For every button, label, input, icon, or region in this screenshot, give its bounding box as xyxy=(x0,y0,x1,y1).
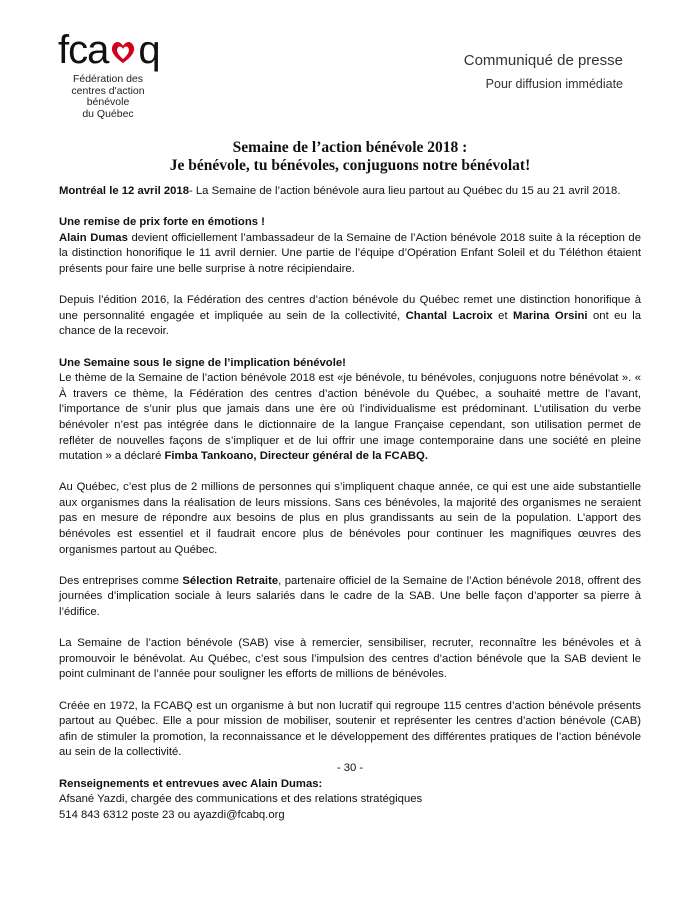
partner-name: Sélection Retraite xyxy=(182,574,279,587)
award-text-and: et xyxy=(492,309,514,322)
director-name: Fimba Tankoano, Directeur général de la FCABQ. xyxy=(164,450,428,463)
award-text-2a: Depuis l’édition 2016, la Fédération des centres d’action bénévole du Québec remet une distinction honorifique à une personnalité engagée et impliquée au sein de la collectivité, xyxy=(59,294,641,322)
intro-text: - La Semaine de l’action bénévole aura lieu partout au Québec du 15 au 21 avril 2018. xyxy=(189,185,621,197)
logo-subtitle-line: centres d'action bénévole xyxy=(71,84,145,108)
contact-phone-email: 514 843 6312 poste 23 ou ayazdi@fcabq.org xyxy=(59,808,285,821)
award-paragraph-1 xyxy=(59,231,641,278)
contact-heading: Renseignements et entrevues avec Alain Dumas: xyxy=(59,777,323,790)
ambassador-name: Alain Dumas xyxy=(59,231,128,244)
theme-text: Le thème de la Semaine de l’action bénévole 2018 est «je bénévole, tu bénévoles, conjuguons notre bénévolat ». « À travers ce thème, la Fédération des centres d’action bénévole du Québec, a souhaité mettre de l’avant, l’importance de s’unir plus que jamais dans une ère où l’individualisme est prédominant. L’utilisation du verbe bénévoler n’est pas intégrée dans le dictionnaire de la langue Française cependant, son utilisation permet de refléter de nouvelles façons de s’impliquer et de lui offrir une image contemporaine dans une société en pleine mutation » a déclaré xyxy=(59,372,641,463)
release-body xyxy=(59,184,641,823)
logo-subtitle-line: Fédération des xyxy=(72,73,144,85)
sab-paragraph: La Semaine de l’action bénévole (SAB) vise à remercier, sensibiliser, recruter, reconnaître les bénévoles et à promouvoir le bénévolat. Au Québec, c’est sous l’impulsion des centres d’action bénévole que la SAB devient le point culminant de l’année pour souligner les efforts de millions de bénévoles. xyxy=(59,637,641,681)
logo-subtitle xyxy=(58,74,158,120)
theme-paragraph xyxy=(59,371,641,465)
headline-line-1: Semaine de l’action bénévole 2018 : xyxy=(232,139,468,156)
partners-paragraph xyxy=(59,574,641,621)
partners-text-b: , partenaire officiel de la Semaine de l’Action bénévole 2018, offrent des journées d’implication sociale à leurs salariés dans le cadre de la SAB. Une belle façon d’apporter sa pierre à l’édifice. xyxy=(59,574,641,619)
section-heading-theme: Une Semaine sous le signe de l’implication bénévole! xyxy=(59,356,346,369)
logo-word-left: fca xyxy=(58,28,109,72)
logo-subtitle-line: du Québec xyxy=(82,107,134,120)
section-heading-award: Une remise de prix forte en émotions ! xyxy=(59,216,265,229)
header-title: Communiqué de presse xyxy=(463,52,623,69)
honoree-name-2: Marina Orsini xyxy=(513,309,588,322)
about-paragraph: Créée en 1972, la FCABQ est un organisme à but non lucratif qui regroupe 115 centres d’action bénévole présents partout au Québec. Elle a pour mission de mobiliser, soutenir et représenter les centres d’action bénévole (CAB) afin de stimuler la promotion, la reconnaissance et le développement des différentes pratiques de l’action bénévole au sein de la collectivité. xyxy=(59,699,641,759)
header-subtitle: Pour diffusion immédiate xyxy=(485,77,623,91)
dateline: Montréal le 12 avril 2018 xyxy=(59,185,189,197)
end-mark: - 30 - xyxy=(336,761,364,774)
headline xyxy=(40,139,660,175)
contact-name: Afsané Yazdi, chargée des communications et des relations stratégiques xyxy=(59,793,423,806)
partners-text-a: Des entreprises comme xyxy=(59,574,183,587)
award-text-1: devient officiellement l’ambassadeur de la Semaine de l’Action bénévole 2018 suite à la réception de la distinction honorifique le 11 avril dernier. Une partie de l’équipe d’Opération Enfant Soleil et du Téléthon étaient présents pour faire une belle surprise à notre récipiendaire. xyxy=(59,231,641,275)
headline-line-2: Je bénévole, tu bénévoles, conjuguons notre bénévolat! xyxy=(169,157,531,174)
header-right xyxy=(464,52,623,92)
heart-icon xyxy=(109,38,137,66)
logo-word-right: q xyxy=(138,28,160,72)
logo-wordmark xyxy=(58,30,178,70)
award-text-2b: ont eu la chance de la recevoir. xyxy=(59,309,641,338)
honoree-name-1: Chantal Lacroix xyxy=(405,309,493,322)
fcabq-logo xyxy=(58,30,178,120)
award-paragraph-2 xyxy=(59,293,641,340)
volunteers-paragraph: Au Québec, c’est plus de 2 millions de personnes qui s’impliquent chaque année, ce qui est une aide substantielle aux organismes dans la réalisation de leurs missions. Sans ces bénévoles, la majorité des organismes ne seraient pas en mesure de répondre aux besoins de plus en plus grandissants au sein de la population. L’apport des bénévoles est essentiel et il faudrait encore plus de bénévoles pour continuer les magnifiques œuvres des organismes partout au Québec. xyxy=(59,481,641,556)
intro-paragraph xyxy=(59,184,641,200)
